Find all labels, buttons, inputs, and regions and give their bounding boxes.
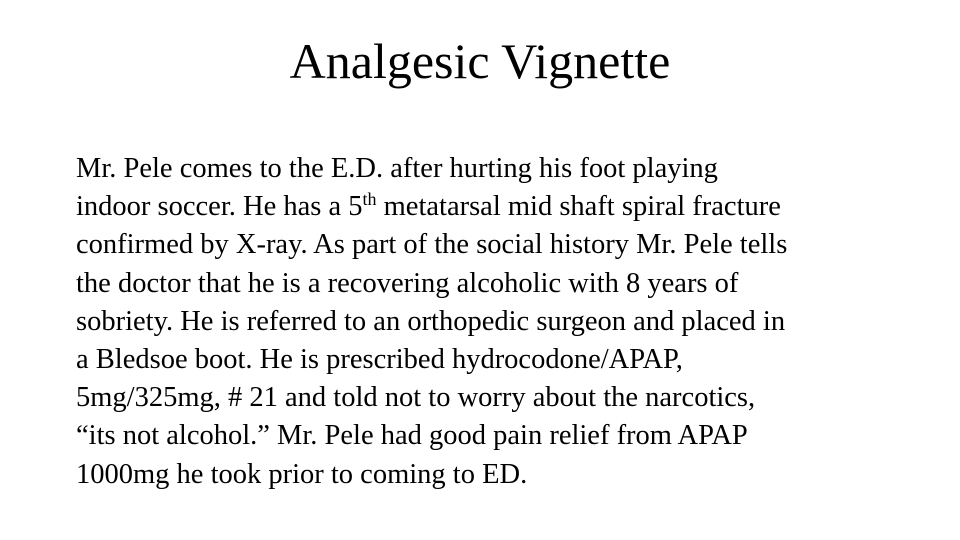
body-line-6: a Bledsoe boot. He is prescribed hydrocodone/APAP, [76, 344, 683, 376]
body-line-5: sobriety. He is referred to an orthopedic surgeon and placed in [76, 305, 786, 337]
body-line-3: confirmed by X-ray. As part of the social history Mr. Pele tells [76, 229, 788, 261]
ordinal-superscript: th [362, 189, 377, 210]
vignette-paragraph [76, 150, 936, 494]
body-line-2-start: indoor soccer. He has a 5 [76, 191, 363, 223]
body-line-8: “its not alcohol.” Mr. Pele had good pain relief from APAP [76, 420, 748, 452]
body-line-9: 1000mg he took prior to coming to ED. [76, 458, 528, 490]
body-line-1: Mr. Pele comes to the E.D. after hurting his foot playing [76, 153, 718, 184]
slide-title: Analgesic Vignette [289, 33, 671, 89]
body-line-2-end: metatarsal mid shaft spiral fracture [376, 191, 781, 223]
body-line-7: 5mg/325mg, # 21 and told not to worry about the narcotics, [76, 382, 756, 414]
body-line-4: the doctor that he is a recovering alcoholic with 8 years of [76, 267, 739, 299]
body-line-2 [76, 188, 936, 226]
